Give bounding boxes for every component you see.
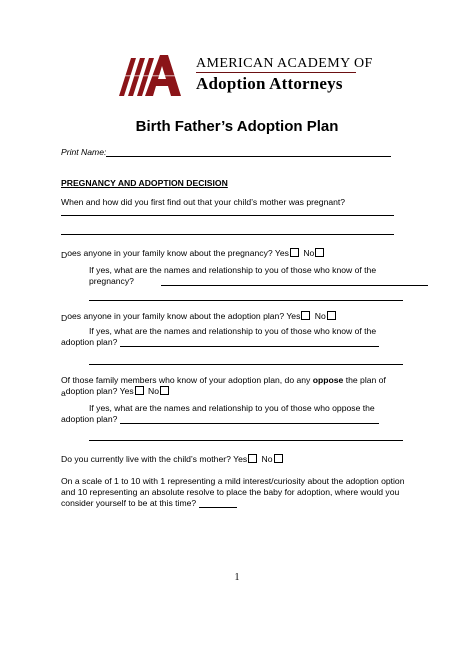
answer-2-line-1[interactable] [161, 285, 428, 286]
q2-no-checkbox[interactable] [315, 248, 324, 257]
question-3 [61, 311, 338, 322]
question-4-text-c: doption plan? [65, 386, 118, 396]
question-3-followup-line-1: If yes, what are the names and relationship to you of those who know of the [89, 326, 377, 336]
org-name-line2: Adoption Attorneys [196, 74, 343, 93]
yes-label: Yes [274, 248, 289, 258]
question-3-text: oes anyone in your family know about the adoption plan? [67, 311, 285, 321]
page-title: Birth Father’s Adoption Plan [135, 118, 339, 135]
question-2-followup-line-2: pregnancy? [89, 276, 134, 286]
question-6-line-1: On a scale of 1 to 10 with 1 representing a mild interest/curiosity about the adoption option [61, 476, 405, 486]
no-label: No [314, 311, 326, 321]
question-2-followup-line-1: If yes, what are the names and relationship to you of those who know of the [89, 265, 377, 275]
question-6-line-2: and 10 representing an absolute resolve to place the baby for adoption, where would you [61, 487, 400, 497]
answer-3-line-2[interactable] [89, 364, 403, 365]
q3-yes-checkbox[interactable] [301, 311, 310, 320]
question-5-text: Do you currently live with the child’s mother? [61, 454, 231, 464]
q4-no-checkbox[interactable] [160, 386, 169, 395]
question-3-dropcap: D [61, 313, 68, 323]
q5-no-checkbox[interactable] [274, 454, 283, 463]
print-name-label: Print Name: [61, 147, 107, 157]
no-label: No [303, 248, 315, 258]
answer-4-line-2[interactable] [89, 440, 403, 441]
q4-yes-checkbox[interactable] [135, 386, 144, 395]
print-name-field[interactable] [106, 156, 391, 157]
question-5 [61, 454, 285, 465]
yes-label: Yes [119, 386, 134, 396]
question-4-followup-line-2: adoption plan? [61, 414, 118, 424]
answer-1-line-2[interactable] [61, 234, 394, 235]
answer-1-line-1[interactable] [61, 215, 394, 216]
q5-yes-checkbox[interactable] [248, 454, 257, 463]
question-4-text-b: the plan of [345, 375, 386, 385]
question-2-dropcap: D [61, 250, 68, 260]
logo-rule [196, 72, 356, 73]
question-4-line-2 [61, 386, 171, 397]
question-2-text: oes anyone in your family know about the pregnancy? [67, 248, 273, 258]
q2-yes-checkbox[interactable] [290, 248, 299, 257]
question-4-text-a: Of those family members who know of your adoption plan, do any [61, 375, 311, 385]
q3-no-checkbox[interactable] [327, 311, 336, 320]
yes-label: Yes [233, 454, 248, 464]
question-4-emphasis: oppose [312, 375, 344, 385]
scale-answer-field[interactable] [199, 507, 237, 508]
org-name-line1: AMERICAN ACADEMY OF [196, 56, 373, 71]
logo-mark-icon [119, 55, 181, 97]
question-4-line-1 [61, 375, 386, 386]
question-2 [61, 248, 326, 259]
page-number: 1 [234, 572, 240, 583]
question-3-followup-line-2: adoption plan? [61, 337, 118, 347]
no-label: No [261, 454, 273, 464]
question-4-dropcap: a [61, 388, 66, 398]
section-heading: PREGNANCY AND ADOPTION DECISION [61, 178, 228, 188]
question-1: When and how did you first find out that your child’s mother was pregnant? [61, 197, 346, 207]
answer-4-line-1[interactable] [120, 423, 379, 424]
answer-3-line-1[interactable] [120, 346, 379, 347]
answer-2-line-2[interactable] [89, 300, 403, 301]
yes-label: Yes [286, 311, 301, 321]
no-label: No [148, 386, 160, 396]
question-6-line-3: consider yourself to be at this time? [61, 498, 197, 508]
question-4-followup-line-1: If yes, what are the names and relationship to you of those who oppose the [89, 403, 375, 413]
